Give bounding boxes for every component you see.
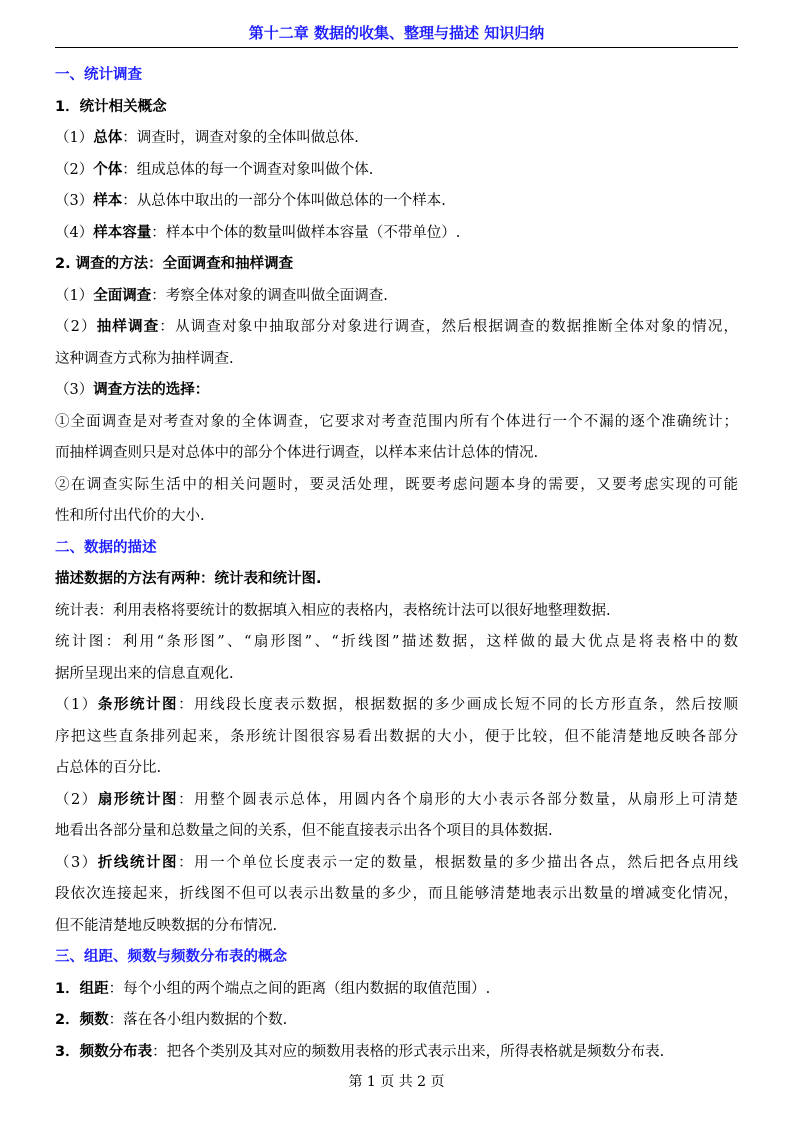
header-divider [55,47,738,48]
item-census: （1）全面调查：考察全体对象的调查叫做全面调查. [55,287,388,304]
term-sample-size: 样本容量 [93,224,152,241]
term-line-chart: 折线统计图 [97,854,179,871]
term-frequency: 频数 [79,1012,109,1028]
page-footer: 第 1 页 共 2 页 [348,1074,445,1090]
statistical-table-text: 统计表：利用表格将要统计的数据填入相应的表格内，表格统计法可以很好地整理数据. [55,602,611,619]
paragraph-2-line-2: 性和所付出代价的大小. [55,508,205,524]
item-sampling-cont: 这种调查方式称为抽样调查. [55,350,234,367]
item-sample: （3）样本：从总体中取出的一部分个体叫做总体的一个样本. [55,193,446,209]
statistical-chart-line-1: 统计图：利用“条形图”、“扇形图”、“折线图”描述数据，这样做的最大优点是将表格中的数 [55,634,738,650]
item-bar-chart-line-3: 占总体的百分比. [55,760,162,776]
item-frequency: 2．频数：落在各小组内数据的个数. [55,1012,288,1028]
term-sampling: 抽样调查 [96,319,160,335]
item-method-choice: （3）调查方法的选择： [55,382,210,398]
item-sample-size: （4）样本容量：样本中个体的数量叫做样本容量（不带单位）. [55,224,461,241]
statistical-chart-line-2: 据所呈现出来的信息直观化. [55,665,234,682]
section-heading-2: 二、数据的描述 [55,539,157,556]
item-bar-chart: （1）条形统计图：用线段长度表示数据，根据数据的多少画成长短不同的长方形直条，然后按顺 [55,697,738,713]
item-class-width: 1．组距：每个小组的两个端点之间的距离（组内数据的取值范围）. [55,980,491,997]
term-population: 总体 [93,130,123,146]
description-intro: 描述数据的方法有两种：统计表和统计图. [55,571,322,587]
document-body [55,60,738,1068]
item-individual: （2）个体：组成总体的每一个调查对象叫做个体. [55,161,374,178]
term-method-choice: 调查方法的选择： [93,382,210,398]
paragraph-1-line-2: 而抽样调查则只是对总体中的部分个体进行调查，以样本来估计总体的情况. [55,445,539,461]
section-heading-3: 三、组距、频数与频数分布表的概念 [55,949,287,965]
term-census: 全面调查 [93,287,152,304]
subheading-methods: 2. 调查的方法：全面调查和抽样调查 [55,256,294,272]
term-pie-chart: 扇形统计图 [97,791,179,808]
item-line-chart-line-2: 段依次连接起来，折线图不但可以表示出数量的多少，而且能够清楚地表示出数量的增减变化情况， [55,886,738,902]
term-class-width: 组距 [79,980,109,997]
term-frequency-table: 频数分布表 [79,1043,153,1060]
page-header-title: 第十二章 数据的收集、整理与描述 知识归纳 [248,24,545,42]
section-heading-1: 一、统计调查 [55,67,142,83]
item-frequency-table: 3．频数分布表：把各个类别及其对应的频数用表格的形式表示出来，所得表格就是频数分布表. [55,1043,665,1060]
item-pie-chart: （2）扇形统计图：用整个圆表示总体，用圆内各个扇形的大小表示各部分数量，从扇形上可清楚 [55,791,738,808]
paragraph-1-line-1: ①全面调查是对考查对象的全体调查，它要求对考查范围内所有个体进行一个不漏的逐个准确统计； [55,413,738,430]
item-pie-chart-line-2: 地看出各部分量和总数量之间的关系，但不能直接表示出各个项目的具体数据. [55,823,553,839]
item-bar-chart-line-2: 序把这些直条排列起来，条形统计图很容易看出数据的大小，便于比较，但不能清楚地反映各部分 [55,728,738,745]
item-sampling: （2）抽样调查：从调查对象中抽取部分对象进行调查，然后根据调查的数据推断全体对象的情况， [55,319,738,335]
item-population: （1）总体：调查时，调查对象的全体叫做总体. [55,130,359,146]
item-line-chart: （3）折线统计图：用一个单位长度表示一定的数量，根据数量的多少描出各点，然后把各点用线 [55,854,738,871]
term-sample: 样本 [93,193,123,209]
term-individual: 个体 [93,161,123,178]
subheading-concepts: 1．统计相关概念 [55,98,167,115]
term-bar-chart: 条形统计图 [97,697,179,713]
item-line-chart-line-3: 但不能清楚地反映数据的分布情况. [55,917,278,934]
paragraph-2-line-1: ②在调查实际生活中的相关问题时，要灵活处理，既要考虑问题本身的需要，又要考虑实现的可能 [55,476,738,493]
